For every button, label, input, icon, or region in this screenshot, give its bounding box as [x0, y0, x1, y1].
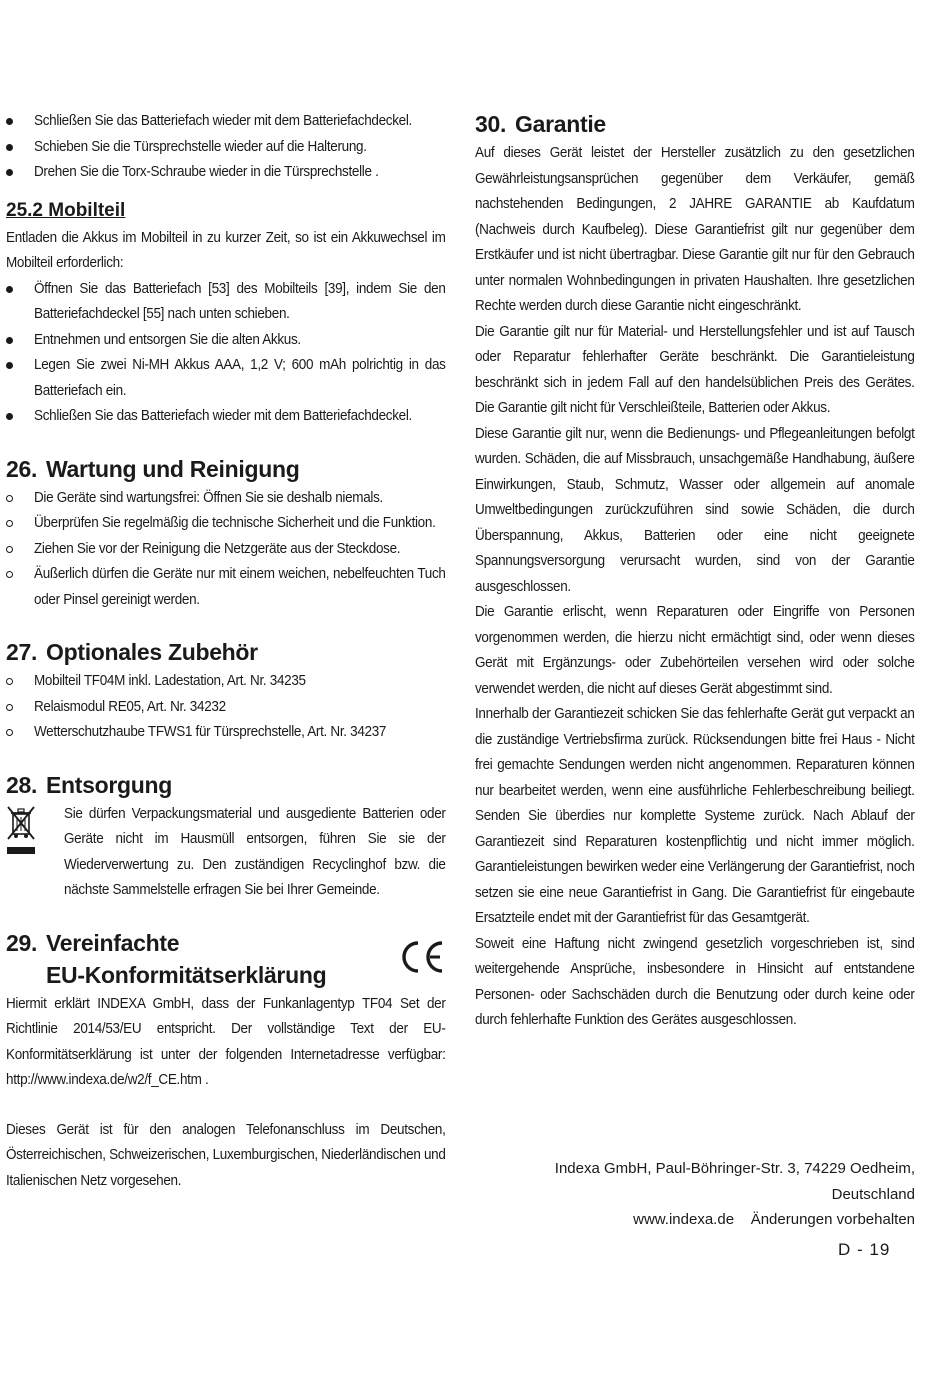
list-item: Schieben Sie die Türsprechstelle wieder auf die Halterung. — [6, 134, 446, 160]
list-item: Öffnen Sie das Batteriefach [53] des Mobilteils [39], indem Sie den Batteriefachdeckel [55] nach unten schieben. — [6, 276, 446, 327]
bullet-icon — [6, 118, 13, 125]
list-item: Die Geräte sind wartungsfrei: Öffnen Sie sie deshalb niemals. — [6, 485, 446, 511]
disposal-text: Sie dürfen Verpackungsmaterial und ausgediente Batterien oder Geräte nicht im Hausmüll entsorgen, führen Sie sie der Wiederverwertung zu. Den zuständigen Recyclinghof bzw. die nächste Sammelstelle erfragen Sie bei Ihrer Gemeinde. — [64, 804, 446, 898]
right-column — [475, 108, 915, 1228]
warranty-paragraph: Die Garantie gilt nur für Material- und Herstellungsfehler und ist auf Tausch oder Reparatur fehlerhafter Geräte beschränkt. Die Garantieleistung beschränkt sich in jedem Fall auf den handelsüblichen Preis des Gerätes. Die Garantie gilt nicht für Verschleißteile, Batterien oder Akkus. — [475, 322, 915, 416]
warranty-paragraph: Soweit eine Haftung nicht zwingend gesetzlich vorgeschrieben ist, sind weitergehende Ansprüche, insbesondere in Hinsicht auf entstandene Personen- oder Sachschäden durch die Benutzung oder durch keine oder durch fehlerhafte Funktion des Gerätes ausgeschlossen. — [475, 934, 915, 1028]
page-number: D - 19 — [838, 1240, 891, 1259]
bullet-list — [6, 276, 446, 429]
bullet-icon — [6, 520, 13, 527]
bullet-icon — [6, 546, 13, 553]
list-item: Entnehmen und entsorgen Sie die alten Akkus. — [6, 327, 446, 353]
section-27 — [6, 636, 446, 745]
bullet-icon — [6, 362, 13, 369]
section-heading: 28. Entsorgung — [6, 771, 173, 798]
warranty-paragraph: Innerhalb der Garantiezeit schicken Sie das fehlerhafte Gerät gut verpackt an die zuständige Vertriebsfirma zurück. Rücksendungen bitte frei Haus - Nicht frei gemachte Sendungen werden nicht angenommen. Reparaturen können nur bearbeitet werden, wenn eine ausführliche Fehlerbeschreibung beiliegt. Senden Sie überdies nur komplette Systeme zurück. Nach Ablauf der Garantiezeit sind Reparaturen kostenpflichtig und nicht immer möglich. Garantieleistungen bewirken weder eine Verlängerung der Garantiefrist, noch setzen sie eine neue Garantiefrist in Gang. Die Garantiefrist für eingebaute Ersatzteile endet mit der Garantiefrist für das Gesamtgerät. — [475, 705, 915, 926]
section-heading: 29. Vereinfachte — [6, 929, 180, 956]
company-footer — [475, 1156, 915, 1233]
bullet-icon — [6, 729, 13, 736]
bullet-list — [6, 485, 446, 613]
section-28 — [6, 769, 446, 903]
warranty-paragraph: Auf dieses Gerät leistet der Hersteller zusätzlich zu den gesetzlichen Gewährleistungsansprüchen gegenüber dem Verkäufer, gemäß nachstehenden Bedingungen, 2 JAHRE GARANTIE ab Kaufdatum (Nachweis durch Kaufbeleg). Diese Garantiefrist gilt nur gegenüber dem Erstkäufer und ist nicht übertragbar. Diese Garantie gilt nur für den Gebrauch unter normalen Wohnbedingungen in privaten Haushalten. Ihre gesetzlichen Rechte werden durch diese Garantie nicht eingeschränkt. — [475, 144, 915, 314]
list-item: Äußerlich dürfen die Geräte nur mit einem weichen, nebelfeuchten Tuch oder Pinsel gereinigt werden. — [6, 561, 446, 612]
bullet-icon — [6, 495, 13, 502]
list-item: Ziehen Sie vor der Reinigung die Netzgeräte aus der Steckdose. — [6, 536, 446, 562]
list-item: Schließen Sie das Batteriefach wieder mit dem Batteriefachdeckel. — [6, 108, 446, 134]
list-item: Schließen Sie das Batteriefach wieder mit dem Batteriefachdeckel. — [6, 403, 446, 429]
list-item: Legen Sie zwei Ni-MH Akkus AAA, 1,2 V; 600 mAh polrichtig in das Batteriefach ein. — [6, 352, 446, 403]
disposal-body — [6, 801, 446, 903]
section-heading: 27. Optionales Zubehör — [6, 639, 258, 665]
company-website: www.indexa.de Änderungen vorbehalten — [633, 1211, 915, 1228]
section-heading: 30. Garantie — [475, 111, 606, 137]
section-heading: 26. Wartung und Reinigung — [6, 455, 300, 482]
bullet-list — [6, 668, 446, 745]
list-item: Überprüfen Sie regelmäßig die technische Sicherheit und die Funktion. — [6, 510, 446, 536]
bullet-icon — [6, 678, 13, 685]
network-note: Dieses Gerät ist für den analogen Telefonanschluss im Deutschen, Österreichischen, Schweizerischen, Luxemburgischen, Niederländischen und Italienischen Netz vorgesehen. — [6, 1120, 446, 1189]
list-item: Mobilteil TF04M inkl. Ladestation, Art. Nr. 34235 — [6, 668, 446, 694]
section-heading-line2: EU-Konformitätserklärung — [46, 961, 327, 988]
bullet-icon — [6, 144, 13, 151]
section-25-2 — [6, 197, 446, 429]
warranty-paragraph: Die Garantie erlischt, wenn Reparaturen oder Eingriffe von Personen vorgenommen werden, die hierzu nicht ermächtigt sind, oder wenn dieses Gerät mit Ergänzungs- oder Zubehörteilen versehen wird oder solche verwendet werden, die nicht auf dieses Gerät abgestimmt sind. — [475, 603, 915, 697]
section-heading: 25.2 Mobilteil — [6, 199, 126, 221]
conformity-text: Hiermit erklärt INDEXA GmbH, dass der Funkanlagentyp TF04 Set der Richtlinie 2014/53/EU entspricht. Der vollständige Text der EU-Konformitätserklärung ist unter der folgenden Internetadresse verfügbar: http://www.indexa.de/w2/f_CE.htm . — [6, 994, 446, 1088]
company-address: Indexa GmbH, Paul-Böhringer-Str. 3, 74229 Oedheim, Deutschland — [554, 1160, 915, 1203]
list-item: Drehen Sie die Torx-Schraube wieder in die Türsprechstelle . — [6, 159, 446, 185]
bullet-icon — [6, 704, 13, 711]
top-bullet-list — [6, 108, 446, 185]
bullet-icon — [6, 413, 13, 420]
bullet-icon — [6, 169, 13, 176]
section-26 — [6, 453, 446, 613]
left-column — [6, 108, 446, 1193]
list-item: Wetterschutzhaube TFWS1 für Türsprechstelle, Art. Nr. 34237 — [6, 719, 446, 745]
section-29 — [6, 927, 446, 1093]
bullet-icon — [6, 337, 13, 344]
warranty-paragraph: Diese Garantie gilt nur, wenn die Bedienungs- und Pflegeanleitungen befolgt wurden. Schäden, die auf Missbrauch, unsachgemäße Handhabung, äußere Einwirkungen, Staub, Schmutz, Wasser oder allgemein auf anomale Umweltbedingungen zurückzuführen sind sowie Schäden, die durch Überspannung, Akkus, Batterien oder eine nicht geeignete Spannungsversorgung verursacht wurden, sind von der Garantie ausgeschlossen. — [475, 424, 915, 595]
crossed-bin-icon — [6, 805, 36, 857]
bullet-icon — [6, 286, 13, 293]
list-item: Relaismodul RE05, Art. Nr. 34232 — [6, 694, 446, 720]
bullet-icon — [6, 571, 13, 578]
ce-mark-icon — [398, 939, 446, 975]
section-intro: Entladen die Akkus im Mobilteil in zu kurzer Zeit, so ist ein Akkuwechsel im Mobilteil erforderlich: — [6, 228, 446, 271]
